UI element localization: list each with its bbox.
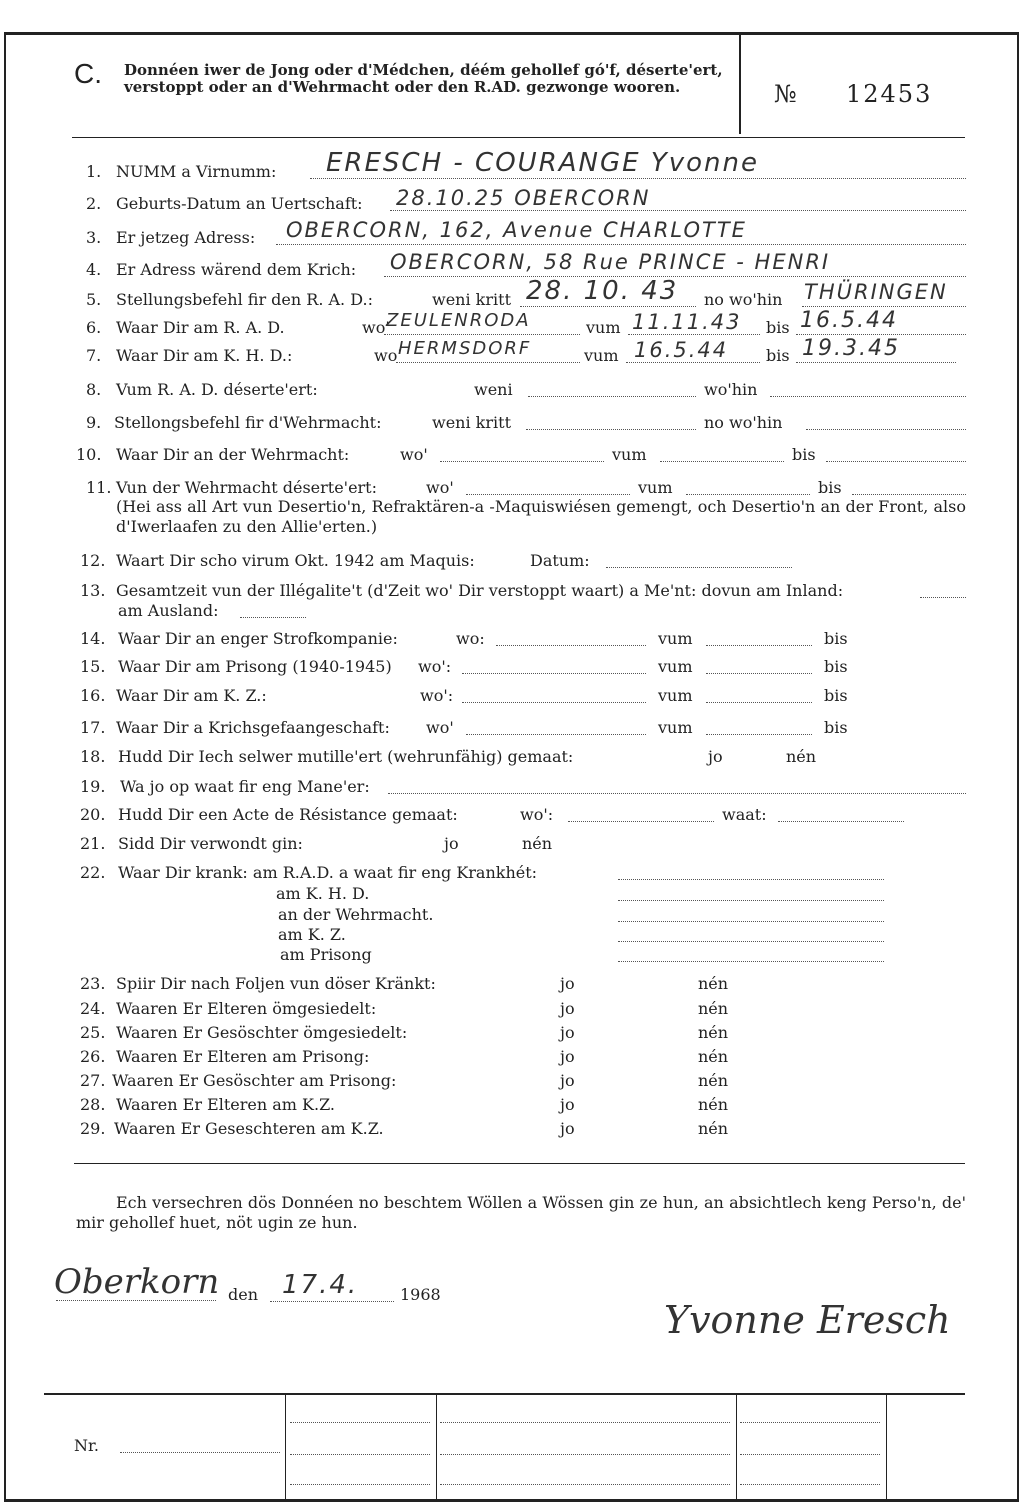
- row-label: Spiir Dir nach Foljen vun döser Kränkt:: [116, 974, 436, 993]
- wo-label: wo':: [420, 686, 454, 705]
- jo-option[interactable]: jo: [560, 1047, 575, 1066]
- row-number: 3.: [86, 228, 102, 247]
- row-number: 27.: [80, 1071, 106, 1090]
- rad-to: 16.5.44: [800, 308, 898, 333]
- fill-line: [852, 480, 966, 495]
- fill-line: [568, 807, 714, 822]
- wo-label: wo': [362, 318, 390, 337]
- footer-divider: [736, 1393, 737, 1499]
- fill-line: [740, 1440, 880, 1455]
- vum-label: vum: [638, 478, 673, 497]
- fill-line: [466, 720, 646, 735]
- fill-line: [706, 688, 812, 703]
- fill-line: [686, 480, 810, 495]
- row-number: 1.: [86, 162, 102, 181]
- row-number: 16.: [80, 686, 106, 705]
- bis-label: bis: [824, 657, 848, 676]
- row-number: 14.: [80, 629, 106, 648]
- fill-line: [290, 1470, 430, 1485]
- weni-label: weni: [474, 380, 513, 399]
- row-label: Vum R. A. D. déserte'ert:: [116, 380, 318, 399]
- fill-line: [290, 1440, 430, 1455]
- wo-label: wo:: [456, 629, 485, 648]
- row-label: Waaren Er Gesöschter am Prisong:: [112, 1071, 397, 1090]
- fill-line: [462, 688, 646, 703]
- nen-option[interactable]: nén: [698, 1071, 729, 1090]
- bis-label: bis: [824, 629, 848, 648]
- signature-year: 1968: [400, 1285, 441, 1304]
- wo-label: wo': [426, 718, 454, 737]
- row-number: 11.: [86, 478, 112, 497]
- khd-from: 16.5.44: [634, 338, 729, 362]
- wohin-label: no wo'hin: [704, 413, 783, 432]
- wohin-label: wo'hin: [704, 380, 758, 399]
- declaration-text: Ech versechren dös Donnéen no beschtem Wöllen a Wössen gin ze hun, an absichtlech keng Perso'n, de' mir gehollef huet, nöt ugin ze hun.: [76, 1193, 966, 1232]
- fill-line: [290, 1408, 430, 1423]
- jo-option[interactable]: jo: [560, 1023, 575, 1042]
- row-number: 29.: [80, 1119, 106, 1138]
- row-label: Stellungsbefehl fir den R. A. D.:: [116, 290, 373, 309]
- signature-place: Oberkorn: [54, 1262, 220, 1302]
- fill-line: [528, 382, 696, 397]
- name-value: ERESCH - COURANGE Yvonne: [326, 148, 759, 178]
- fill-line: [806, 415, 966, 430]
- row-number: 23.: [80, 974, 106, 993]
- war-address-value: OBERCORN, 58 Rue PRINCE - HENRI: [390, 250, 831, 274]
- signature: Yvonne Eresch: [664, 1298, 951, 1342]
- fill-line: [440, 1470, 730, 1485]
- form-number: 12453: [846, 80, 933, 108]
- jo-option[interactable]: jo: [560, 1071, 575, 1090]
- footer-divider: [285, 1393, 286, 1499]
- fill-line: [526, 415, 696, 430]
- nen-option[interactable]: nén: [698, 1095, 729, 1114]
- row-label: Waar Dir am K. H. D.:: [116, 346, 293, 365]
- vum-label: vum: [658, 629, 693, 648]
- row-number: 17.: [80, 718, 106, 737]
- row-label: Gesamtzeit vun der Illégalite't (d'Zeit wo' Dir verstoppt waart) a Me'nt: dovun am Inland:: [116, 581, 844, 600]
- row-label: Hudd Dir een Acte de Résistance gemaat:: [118, 805, 458, 824]
- vum-label: vum: [612, 445, 647, 464]
- address-value: OBERCORN, 162, Avenue CHARLOTTE: [286, 218, 747, 242]
- khd-to: 19.3.45: [802, 336, 900, 361]
- row-label: Hudd Dir Iech selwer mutille'ert (wehrunfähig) gemaat:: [118, 747, 574, 766]
- row-label: Waaren Er Gesöschter ömgesiedelt:: [116, 1023, 408, 1042]
- vum-label: vum: [584, 346, 619, 365]
- fill-line: [706, 659, 812, 674]
- fill-line: [56, 1286, 216, 1301]
- bis-label: bis: [766, 318, 790, 337]
- nen-option[interactable]: nén: [698, 1023, 729, 1042]
- sickness-sub: am K. H. D.: [276, 884, 370, 903]
- row-label: NUMM a Virnumm:: [116, 162, 277, 181]
- row-label: Er Adress wärend dem Krich:: [116, 260, 357, 279]
- row-label: Waar Dir am R. A. D.: [116, 318, 285, 337]
- row-number: 4.: [86, 260, 102, 279]
- nen-option[interactable]: nén: [698, 1119, 729, 1138]
- fill-line: [618, 886, 884, 901]
- fill-line: [440, 1440, 730, 1455]
- row-label: Waar Dir krank: am R.A.D. a waat fir eng Krankhét:: [118, 863, 538, 882]
- footer-divider: [886, 1393, 887, 1499]
- bis-label: bis: [792, 445, 816, 464]
- row-number: 22.: [80, 863, 106, 882]
- row-label: Waar Dir a Krichsgefaangeschaft:: [116, 718, 390, 737]
- fill-line: [826, 447, 966, 462]
- fill-line: [440, 1408, 730, 1423]
- fill-line: [660, 447, 784, 462]
- fill-line: [618, 907, 884, 922]
- row-label: Waar Dir am K. Z.:: [116, 686, 267, 705]
- wo-label: wo': [374, 346, 402, 365]
- nr-label: Nr.: [74, 1436, 99, 1455]
- fill-line: [740, 1470, 880, 1485]
- number-sign: №: [774, 80, 799, 108]
- rad-place: ZEULENRODA: [386, 310, 531, 331]
- fill-line: [618, 947, 884, 962]
- row-number: 19.: [80, 777, 106, 796]
- datum-label: Datum:: [530, 551, 590, 570]
- row-number: 10.: [76, 445, 102, 464]
- fill-line: [706, 631, 812, 646]
- row-label: Waar Dir an der Wehrmacht:: [116, 445, 350, 464]
- row-label: Waar Dir an enger Strofkompanie:: [118, 629, 398, 648]
- row-number: 12.: [80, 551, 106, 570]
- fill-line: [778, 807, 904, 822]
- jo-option[interactable]: jo: [560, 1095, 575, 1114]
- footer-rule: [44, 1393, 965, 1395]
- footer-divider: [436, 1393, 437, 1499]
- bis-label: bis: [818, 478, 842, 497]
- row-label: Stellongsbefehl fir d'Wehrmacht:: [114, 413, 382, 432]
- nen-option[interactable]: nén: [786, 747, 817, 766]
- row-label: Geburts-Datum an Uertschaft:: [116, 194, 363, 213]
- rad-from: 11.11.43: [632, 310, 742, 334]
- wo-label: wo': [426, 478, 454, 497]
- wohin-label: no wo'hin: [704, 290, 783, 309]
- row-number: 26.: [80, 1047, 106, 1066]
- fill-line: [466, 480, 630, 495]
- nen-option[interactable]: nén: [522, 834, 553, 853]
- signature-date: 17.4.: [282, 1270, 359, 1300]
- row-label: Wa jo op waat fir eng Mane'er:: [120, 777, 370, 796]
- jo-option[interactable]: jo: [560, 1119, 575, 1138]
- row-label: Waaren Er Geseschteren am K.Z.: [114, 1119, 384, 1138]
- row-label: Waar Dir am Prisong (1940-1945): [118, 657, 392, 676]
- rad-order-place: THÜRINGEN: [804, 280, 948, 304]
- header-title: Donnéen iwer de Jong oder d'Médchen, déém gehollef gó'f, déserte'ert, verstoppt oder an d'Wehrmacht oder den R.AD. gezwonge wooren.: [124, 61, 723, 96]
- row-number: 21.: [80, 834, 106, 853]
- row-label: Sidd Dir verwondt gin:: [118, 834, 303, 853]
- fill-line: [388, 779, 966, 794]
- vum-label: vum: [586, 318, 621, 337]
- waat-label: waat:: [722, 805, 767, 824]
- fill-line: [770, 382, 966, 397]
- fill-line: [240, 603, 306, 618]
- weni-label: weni kritt: [432, 413, 511, 432]
- vum-label: vum: [658, 718, 693, 737]
- row-number: 5.: [86, 290, 102, 309]
- row-number: 8.: [86, 380, 102, 399]
- fill-line: [606, 553, 792, 568]
- vum-label: vum: [658, 686, 693, 705]
- fill-line: [706, 720, 812, 735]
- row-number: 25.: [80, 1023, 106, 1042]
- row-number: 13.: [80, 581, 106, 600]
- row-label: Er jetzeg Adress:: [116, 228, 256, 247]
- row-label: Waaren Er Elteren ömgesiedelt:: [116, 999, 377, 1018]
- row-number: 20.: [80, 805, 106, 824]
- wo-label: wo': [400, 445, 428, 464]
- jo-option[interactable]: jo: [560, 974, 575, 993]
- row-label: Waaren Er Elteren am K.Z.: [116, 1095, 336, 1114]
- sickness-sub: am Prisong: [280, 945, 372, 964]
- row-number: 6.: [86, 318, 102, 337]
- row-number: 24.: [80, 999, 106, 1018]
- jo-option[interactable]: jo: [560, 999, 575, 1018]
- section-letter: C.: [74, 58, 102, 89]
- sickness-sub: am K. Z.: [278, 925, 346, 944]
- row-label: Vun der Wehrmacht déserte'ert:: [116, 478, 377, 497]
- sickness-sub: an der Wehrmacht.: [278, 905, 434, 924]
- khd-place: HERMSDORF: [398, 338, 532, 359]
- fill-line: [496, 631, 646, 646]
- birth-value: 28.10.25 OBERCORN: [396, 186, 651, 210]
- fill-line: [920, 583, 966, 598]
- fill-line: [120, 1438, 280, 1453]
- bis-label: bis: [824, 686, 848, 705]
- nen-option[interactable]: nén: [698, 999, 729, 1018]
- header-rule: [72, 137, 965, 138]
- wo-label: wo':: [418, 657, 452, 676]
- row-number: 18.: [80, 747, 106, 766]
- ausland-label: am Ausland:: [118, 601, 219, 620]
- section-rule: [74, 1163, 965, 1164]
- row-label: Waart Dir scho virum Okt. 1942 am Maquis:: [116, 551, 475, 570]
- fill-line: [440, 447, 604, 462]
- row-number: 7.: [86, 346, 102, 365]
- row-number: 15.: [80, 657, 106, 676]
- jo-option[interactable]: jo: [444, 834, 459, 853]
- row-number: 2.: [86, 194, 102, 213]
- bis-label: bis: [824, 718, 848, 737]
- row-label: Waaren Er Elteren am Prisong:: [116, 1047, 370, 1066]
- header-divider: [739, 34, 741, 134]
- jo-option[interactable]: jo: [708, 747, 723, 766]
- row-number: 9.: [86, 413, 102, 432]
- nen-option[interactable]: nén: [698, 974, 729, 993]
- bis-label: bis: [766, 346, 790, 365]
- row-number: 28.: [80, 1095, 106, 1114]
- wo-label: wo':: [520, 805, 554, 824]
- nen-option[interactable]: nén: [698, 1047, 729, 1066]
- fill-line: [462, 659, 646, 674]
- weni-label: weni kritt: [432, 290, 511, 309]
- fill-line: [618, 927, 884, 942]
- rad-order-date: 28. 10. 43: [526, 276, 679, 306]
- den-label: den: [228, 1285, 259, 1304]
- vum-label: vum: [658, 657, 693, 676]
- fill-line: [740, 1408, 880, 1423]
- desertion-note: (Hei ass all Art vun Desertio'n, Refraktären-a -Maquiswiésen gemengt, och Desertio'n an der Front, also d'Iwerlaafen zu den Allie'erten.): [116, 497, 966, 536]
- fill-line: [618, 865, 884, 880]
